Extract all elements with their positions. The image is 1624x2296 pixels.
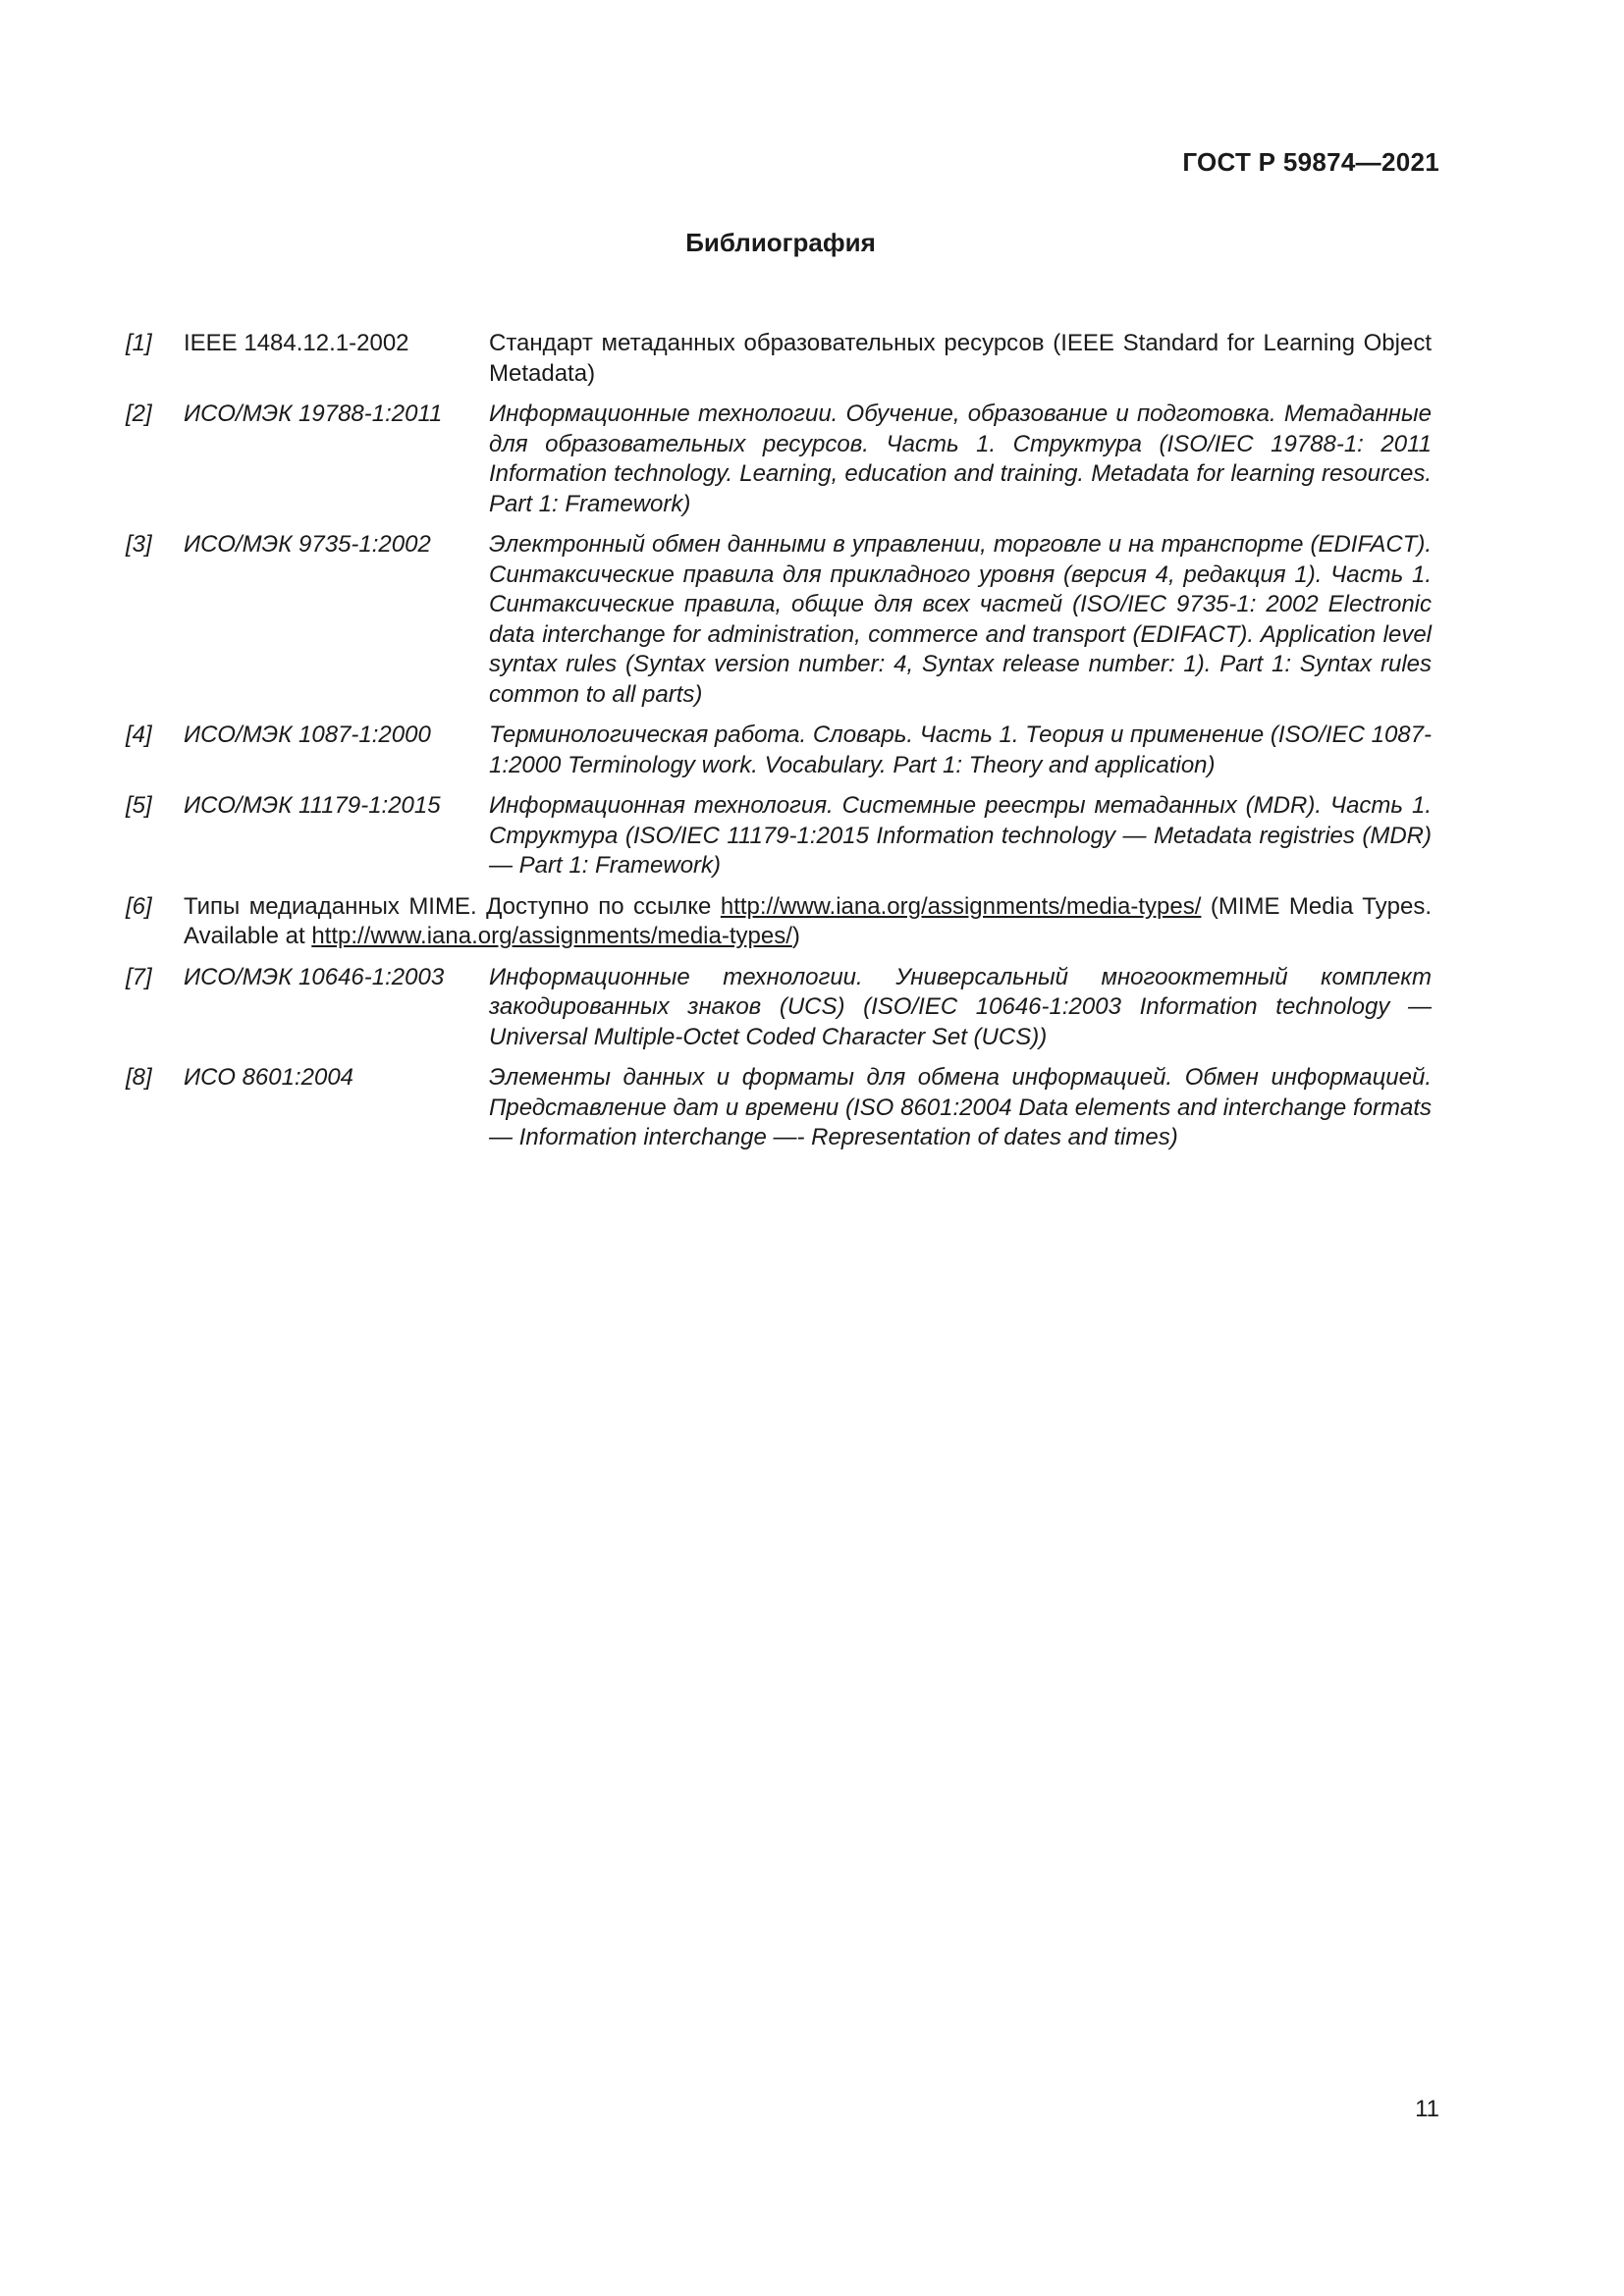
entry-standard-code: ИСО/МЭК 10646-1:2003	[184, 963, 445, 990]
page-number: 11	[1415, 2096, 1439, 2122]
entry-description: Электронный обмен данными в управлении, торговле и на транспорте (EDIFACT). Синтаксические правила для прикладного уровня (версия 4, редакция 1). Часть 1. Синтаксические правила, общие для всех частей (ISO/IEC 9735-1: 2002 Electronic data interchange for administration, commerce and transport (EDIFACT). Application level syntax rules (Syntax version number: 4, Syntax release number: 1). Part 1: Syntax rules common to all parts)	[489, 531, 1432, 708]
entry-description: Терминологическая работа. Словарь. Часть 1. Теория и применение (ISO/IEC 1087-1:2000 Terminology work. Vocabulary. Part 1: Theory and application)	[489, 721, 1432, 778]
bibliography-entry-8	[126, 1063, 1432, 1153]
entry-text-part: Типы медиаданных MIME. Доступно по ссылке	[184, 892, 721, 920]
entry-description: Стандарт метаданных образовательных ресурсов (IEEE Standard for Learning Object Metadata)	[489, 330, 1432, 387]
bibliography-entry-2	[126, 400, 1432, 519]
entry-number: [7]	[126, 963, 152, 990]
entry-text-part: )	[791, 923, 800, 949]
entry-description: Информационные технологии. Универсальный многооктетный комплект закодированных знаков (UCS) (ISO/IEC 10646-1:2003 Information technology — Universal Multiple-Octet Coded Character Set (UCS))	[489, 963, 1432, 1050]
entry-number: [5]	[126, 792, 152, 819]
entry-text-part: (MIME Media Types. Available at	[184, 892, 1432, 949]
entry-description: Информационная технология. Системные реестры метаданных (MDR). Часть 1. Структура (ISO/IEC 11179-1:2015 Information technology — Metadata registries (MDR) — Part 1: Framework)	[489, 792, 1432, 879]
entry-standard-code: ИСО/МЭК 11179-1:2015	[184, 792, 441, 819]
document-code: ГОСТ Р 59874—2021	[1182, 147, 1439, 177]
iana-media-types-link[interactable]: http://www.iana.org/assignments/media-types/	[720, 892, 1202, 920]
entry-standard-code: ИСО/МЭК 19788-1:2011	[184, 400, 443, 427]
bibliography-entry-3	[126, 530, 1432, 710]
entry-description: Элементы данных и форматы для обмена информацией. Обмен информацией. Представление дат и времени (ISO 8601:2004 Data elements and interchange formats — Information interchange —- Representation of dates and times)	[489, 1064, 1432, 1150]
entry-number: [2]	[126, 400, 152, 427]
entry-standard-code: ИСО 8601:2004	[184, 1064, 354, 1091]
entry-number: [6]	[126, 892, 152, 920]
entry-number: [1]	[126, 330, 152, 356]
entry-standard-code: IEEE 1484.12.1-2002	[184, 330, 409, 356]
entry-description: Информационные технологии. Обучение, образование и подготовка. Метаданные для образовательных ресурсов. Часть 1. Структура (ISO/IEC 19788-1: 2011 Information technology. Learning, education and training. Metadata for learning resources. Part 1: Framework)	[489, 400, 1432, 517]
bibliography-list	[126, 329, 1432, 1164]
entry-description	[184, 892, 1432, 952]
bibliography-entry-4	[126, 721, 1432, 780]
iana-media-types-link[interactable]: http://www.iana.org/assignments/media-types/	[311, 923, 792, 949]
bibliography-entry-6	[126, 892, 1432, 952]
bibliography-entry-5	[126, 791, 1432, 881]
entry-number: [3]	[126, 531, 152, 558]
section-heading: Библиография	[685, 228, 876, 257]
bibliography-entry-1	[126, 329, 1432, 389]
entry-number: [8]	[126, 1064, 152, 1091]
bibliography-entry-7	[126, 963, 1432, 1053]
entry-number: [4]	[126, 721, 152, 748]
entry-standard-code: ИСО/МЭК 1087-1:2000	[184, 721, 431, 748]
entry-standard-code: ИСО/МЭК 9735-1:2002	[184, 531, 431, 558]
